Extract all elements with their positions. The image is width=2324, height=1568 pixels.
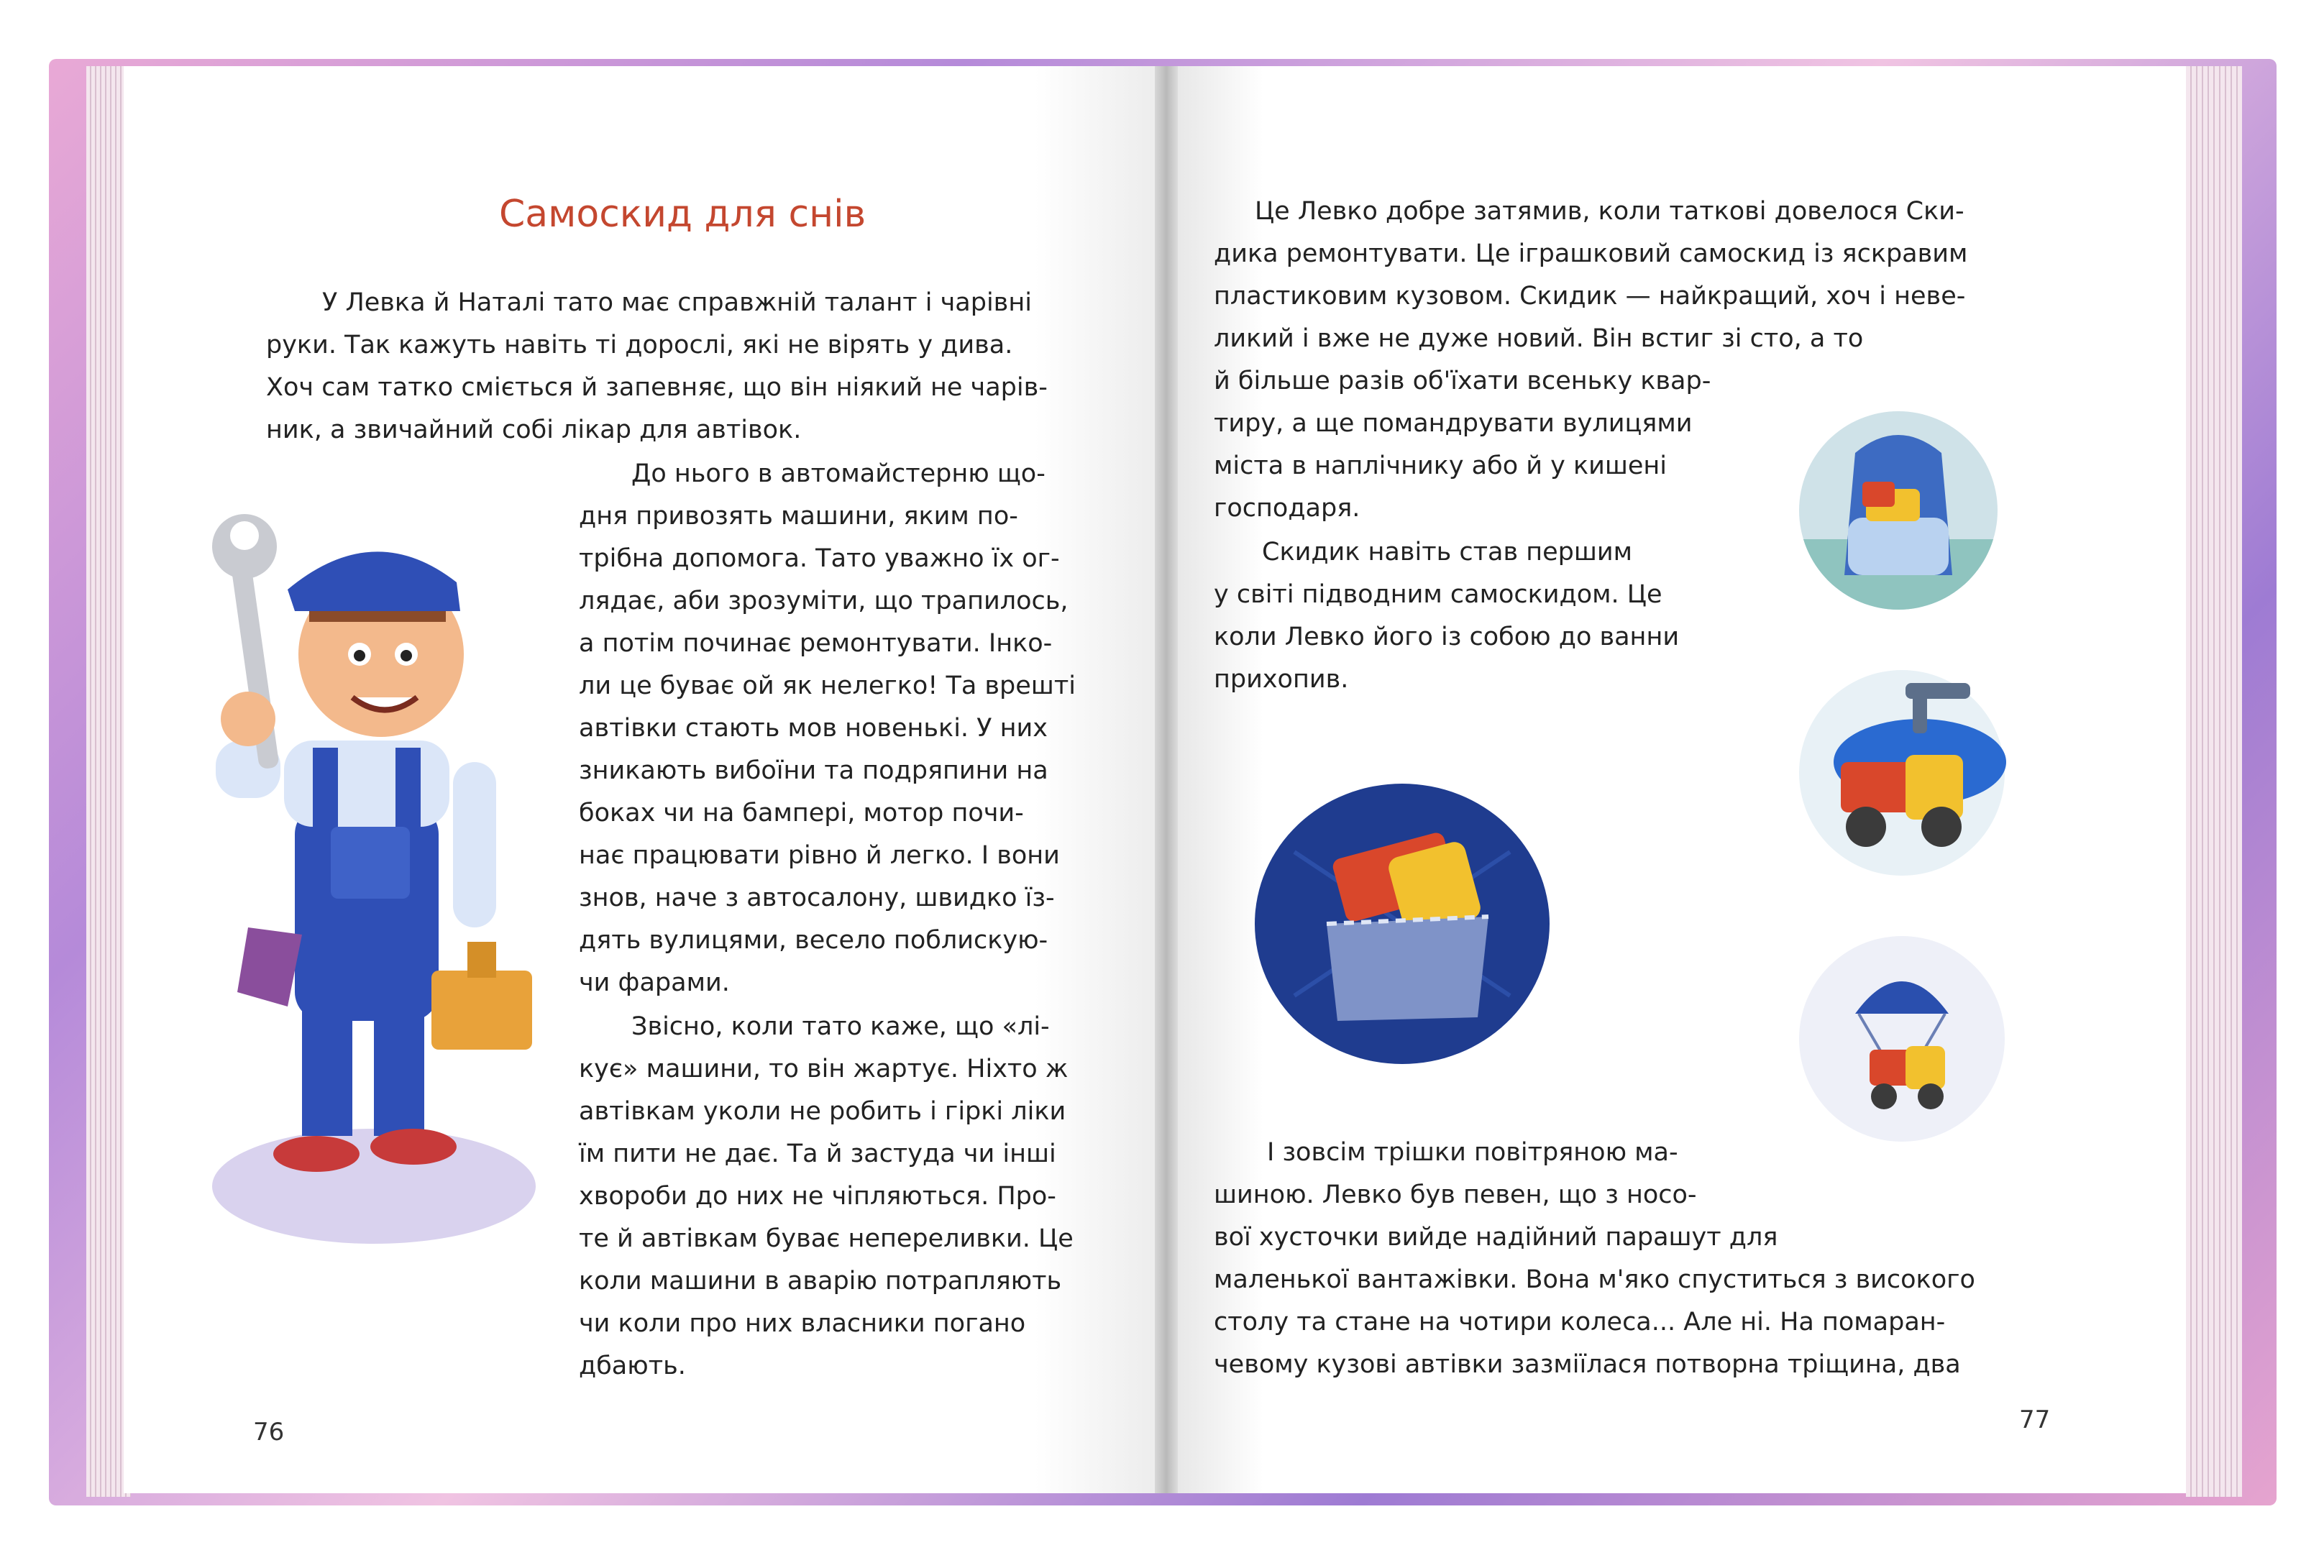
- mechanic-illustration: [194, 503, 554, 1258]
- text-line: а потім починає ремонтувати. Інко-: [579, 629, 1053, 658]
- pocket-truck-illustration: [1251, 780, 1553, 1068]
- text-line: автівки стають мов новенькі. У них: [579, 714, 1048, 743]
- text-line: дня привозять машини, яким по-: [579, 502, 1018, 531]
- text-line: дять вулицями, весело поблискую-: [579, 926, 1048, 955]
- page-stack-right: [2186, 66, 2242, 1497]
- text-line: їм пити не дає. Та й застуда чи інші: [579, 1140, 1056, 1168]
- book-gutter: [1155, 66, 1178, 1493]
- text-line: вої хусточки вийде надійний парашут для: [1214, 1223, 1778, 1252]
- text-line: коли Левко його із собою до ванни: [1214, 623, 1680, 651]
- chapter-title: Самоскид для снів: [499, 193, 866, 236]
- text-line: трібна допомога. Тато уважно їх ог-: [579, 544, 1060, 573]
- text-line: й більше разів об'їхати всеньку квар-: [1214, 367, 1711, 395]
- text-line: чевому кузові автівки зазміїлася потворна тріщина, два: [1214, 1350, 1961, 1379]
- text-line: коли машини в аварію потрапляють: [579, 1267, 1062, 1296]
- text-line: Хоч сам татко сміється й запевняє, що він ніякий не чарів-: [266, 373, 1048, 402]
- text-line: знов, наче з автосалону, швидко їз-: [579, 884, 1055, 912]
- text-line: Це Левко добре затямив, коли таткові довелося Ски-: [1255, 197, 1964, 226]
- bathtub-truck-illustration: [1798, 669, 2006, 877]
- text-line: господаря.: [1214, 494, 1360, 523]
- text-line: тиру, а ще помандрувати вулицями: [1214, 409, 1693, 438]
- text-line: автівкам уколи не робить і гіркі ліки: [579, 1097, 1066, 1126]
- text-line: хвороби до них не чіпляються. Про-: [579, 1182, 1056, 1211]
- text-line: До нього в автомайстерню що-: [631, 459, 1046, 488]
- text-line: ли це буває ой як нелегко! Та врешті: [579, 671, 1076, 700]
- page-number-right: 77: [2019, 1406, 2051, 1434]
- text-line: у світі підводним самоскидом. Це: [1214, 580, 1662, 609]
- page-number-left: 76: [253, 1418, 285, 1446]
- text-line: У Левка й Наталі тато має справжній талант і чарівні: [322, 288, 1032, 317]
- text-line: столу та стане на чотири колеса... Але ні. На помаран-: [1214, 1308, 1946, 1337]
- text-line: І зовсім трішки повітряною ма-: [1267, 1138, 1678, 1167]
- text-line: Скидик навіть став першим: [1262, 538, 1633, 567]
- text-line: ликий і вже не дуже новий. Він встиг зі сто, а то: [1214, 324, 1864, 353]
- text-line: зникають вибоїни та подряпини на: [579, 756, 1048, 785]
- text-line: маленької вантажівки. Вона м'яко спуститься з високого: [1214, 1265, 1975, 1294]
- text-line: руки. Так кажуть навіть ті дорослі, які не вірять у дива.: [266, 331, 1013, 359]
- text-line: Звісно, коли тато каже, що «лі-: [631, 1012, 1050, 1041]
- text-line: кує» машини, то він жартує. Ніхто ж: [579, 1055, 1069, 1083]
- parachute-truck-illustration: [1798, 935, 2006, 1143]
- text-line: дика ремонтувати. Це іграшковий самоскид із яскравим: [1214, 239, 1968, 268]
- text-line: чи фарами.: [579, 968, 730, 997]
- text-line: те й автівкам буває непереливки. Це: [579, 1224, 1074, 1253]
- text-line: лядає, аби зрозуміти, що трапилось,: [579, 587, 1069, 615]
- text-line: дбають.: [579, 1352, 686, 1380]
- text-line: чи коли про них власники погано: [579, 1309, 1026, 1338]
- text-line: прихопив.: [1214, 665, 1349, 694]
- text-line: боках чи на бампері, мотор почи-: [579, 799, 1024, 827]
- backpack-illustration: [1798, 410, 1999, 611]
- text-line: міста в наплічнику або й у кишені: [1214, 451, 1667, 480]
- text-line: ник, а звичайний собі лікар для автівок.: [266, 416, 802, 444]
- text-line: шиною. Левко був певен, що з носо-: [1214, 1180, 1697, 1209]
- text-line: пластиковим кузовом. Скидик — найкращий, хоч і неве-: [1214, 282, 1966, 311]
- text-line: нає працювати рівно й легко. І вони: [579, 841, 1060, 870]
